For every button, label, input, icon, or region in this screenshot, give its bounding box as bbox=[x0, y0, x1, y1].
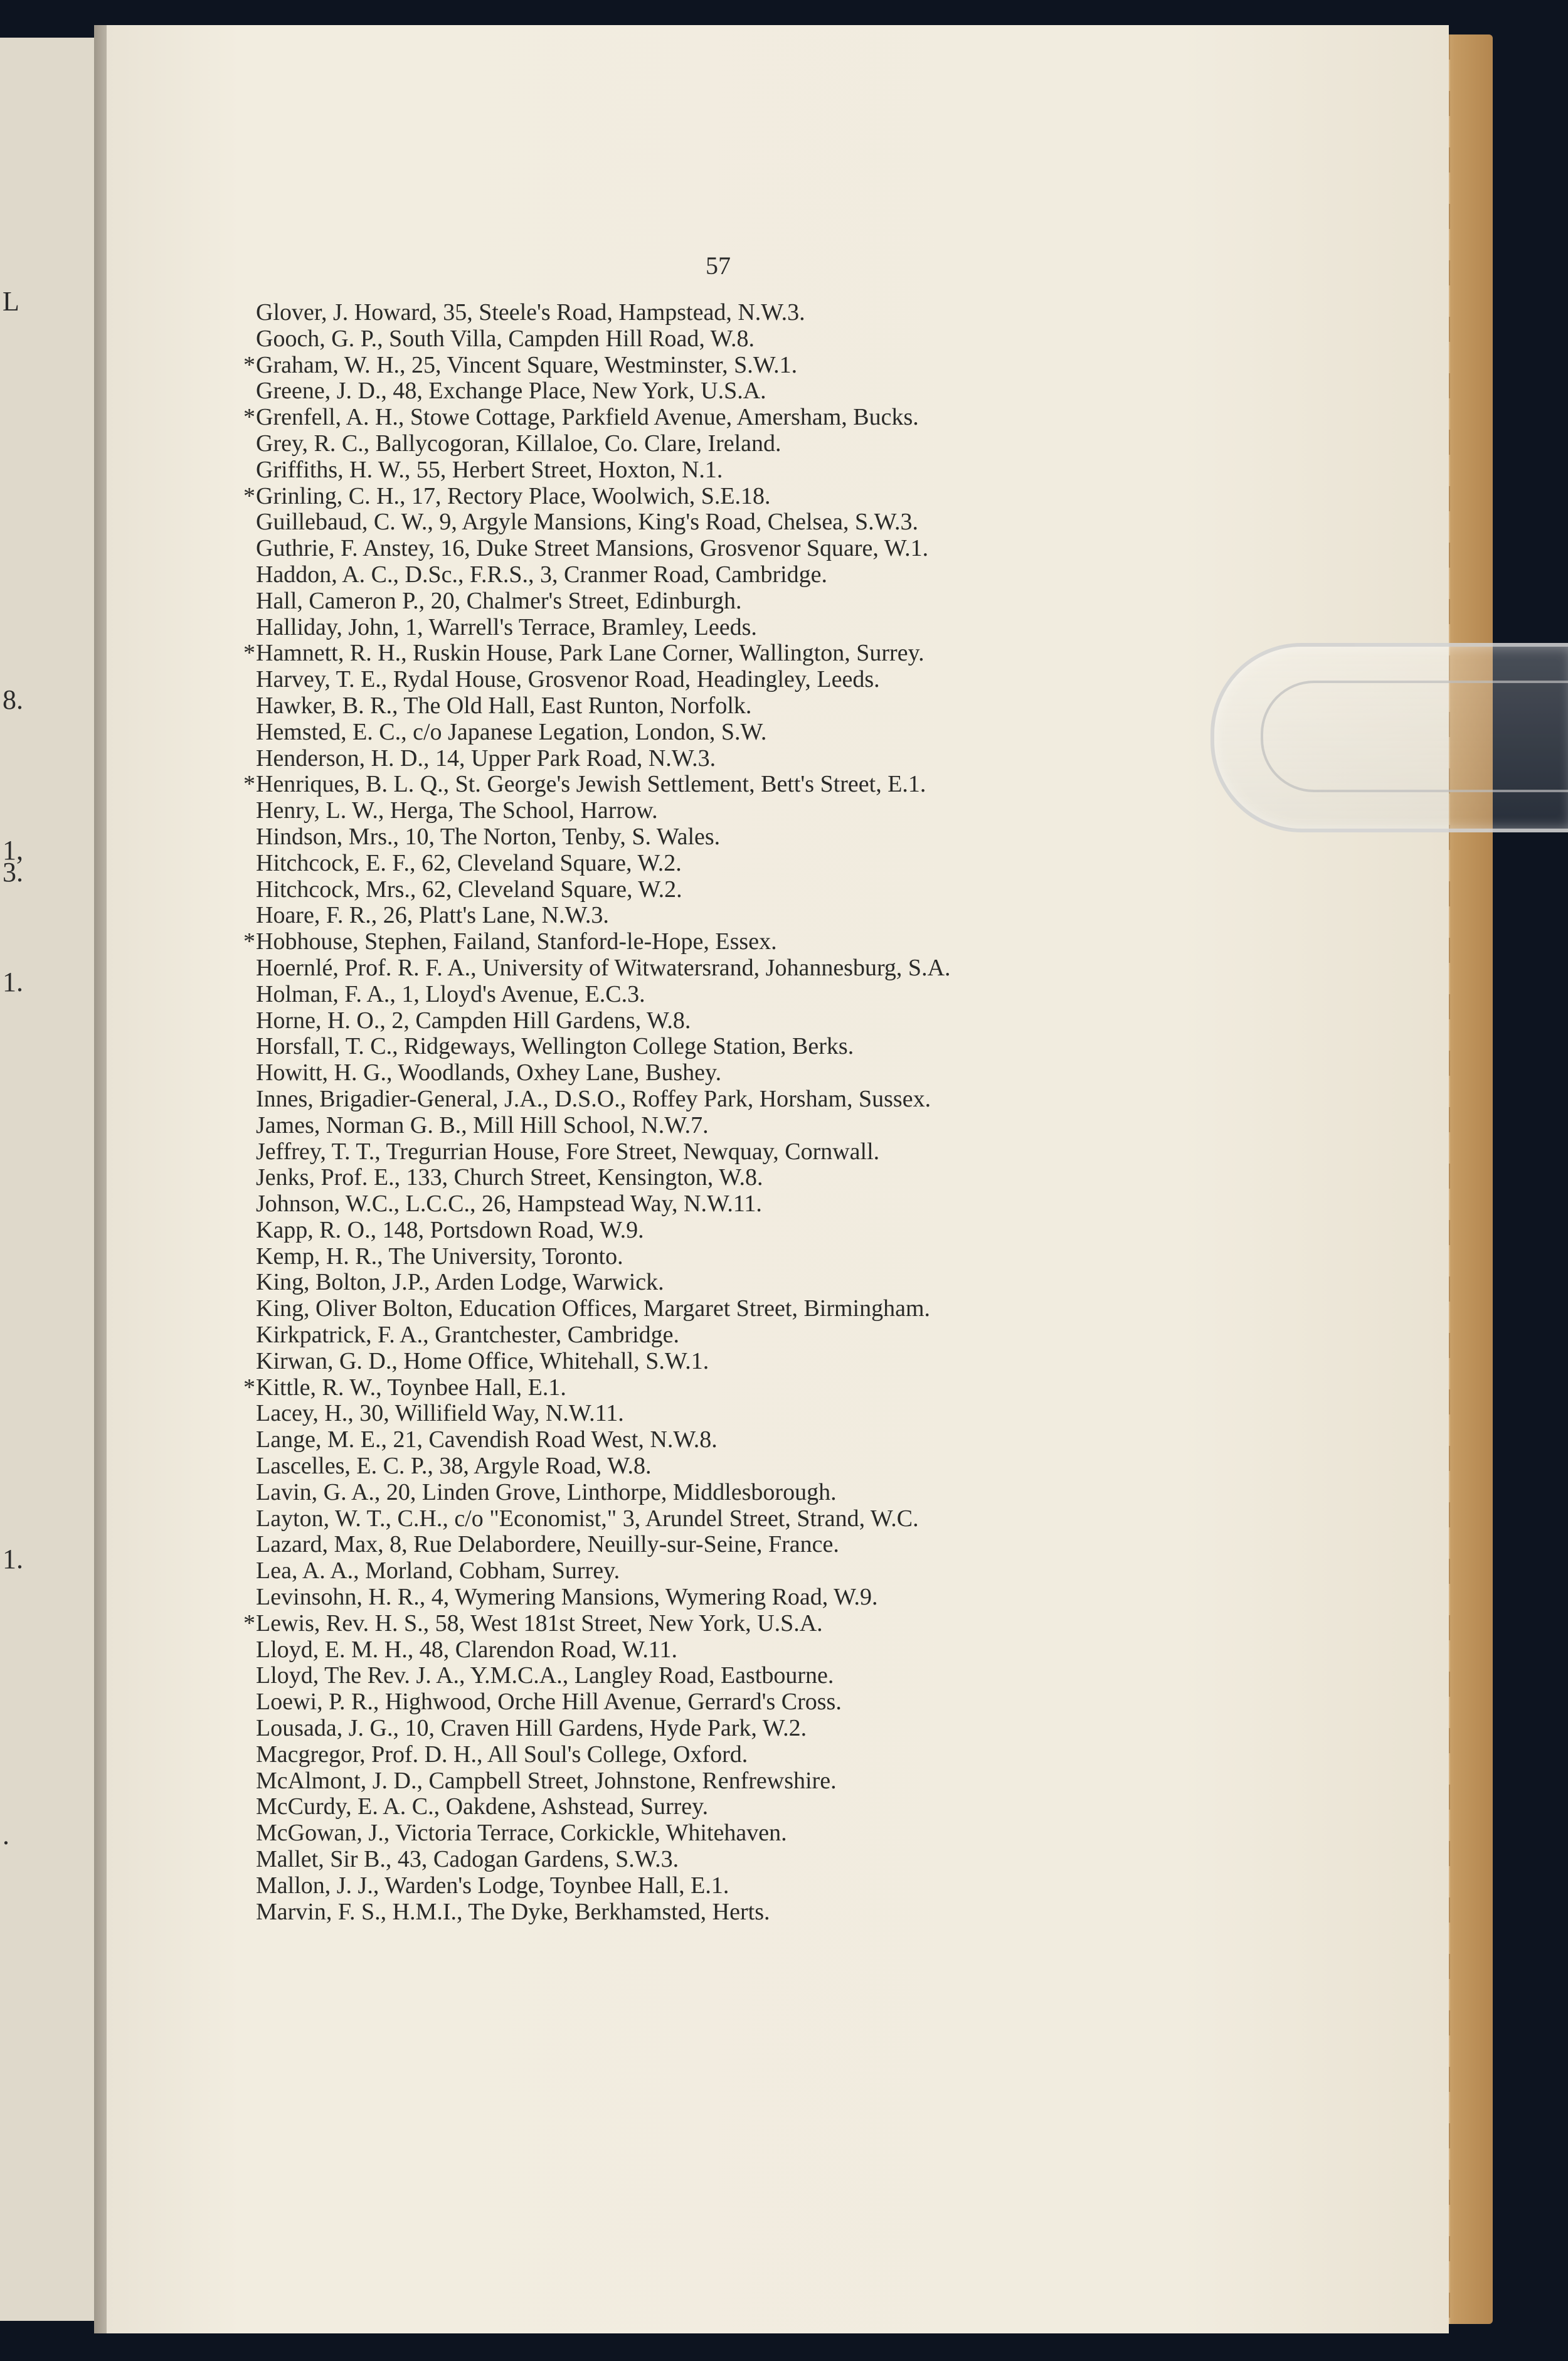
member-entry-text: Kittle, R. W., Toynbee Hall, E.1. bbox=[256, 1374, 566, 1401]
member-entry-text: Horne, H. O., 2, Campden Hill Gardens, W.8. bbox=[256, 1007, 691, 1034]
member-entry bbox=[256, 1689, 1460, 1716]
member-entry bbox=[256, 1086, 1460, 1113]
member-entry bbox=[256, 955, 1460, 982]
member-entry bbox=[256, 509, 1460, 536]
page-clip-inner bbox=[1261, 681, 1568, 792]
member-entry-text: Glover, J. Howard, 35, Steele's Road, Hampstead, N.W.3. bbox=[256, 299, 805, 326]
member-entry-text: McCurdy, E. A. C., Oakdene, Ashstead, Surrey. bbox=[256, 1793, 709, 1820]
left-page-fragment: 1, bbox=[3, 835, 23, 866]
member-entry bbox=[256, 1191, 1460, 1218]
member-entry bbox=[256, 536, 1460, 562]
member-entry bbox=[256, 615, 1460, 641]
member-entry-text: Hitchcock, Mrs., 62, Cleveland Square, W.2. bbox=[256, 876, 682, 903]
asterisk-marker: * bbox=[243, 351, 255, 378]
member-entry-text: McAlmont, J. D., Campbell Street, Johnstone, Renfrewshire. bbox=[256, 1767, 837, 1794]
member-entry bbox=[256, 1532, 1460, 1558]
member-entry-text: King, Bolton, J.P., Arden Lodge, Warwick. bbox=[256, 1269, 664, 1296]
asterisk-marker: * bbox=[243, 640, 255, 667]
member-entry-text: Loewi, P. R., Highwood, Orche Hill Avenue, Gerrard's Cross. bbox=[256, 1689, 842, 1716]
member-list bbox=[243, 299, 1460, 1925]
member-entry bbox=[256, 431, 1460, 457]
member-entry bbox=[256, 1349, 1460, 1375]
asterisk-marker: * bbox=[243, 771, 255, 798]
member-entry-text: Hall, Cameron P., 20, Chalmer's Street, Edinburgh. bbox=[256, 587, 742, 614]
member-entry-text: McGowan, J., Victoria Terrace, Corkickle, Whitehaven. bbox=[256, 1820, 787, 1847]
member-entry-text: Haddon, A. C., D.Sc., F.R.S., 3, Cranmer Road, Cambridge. bbox=[256, 561, 828, 588]
member-entry-text: Johnson, W.C., L.C.C., 26, Hampstead Way, N.W.11. bbox=[256, 1191, 762, 1218]
member-entry-text: Innes, Brigadier-General, J.A., D.S.O., Roffey Park, Horsham, Sussex. bbox=[256, 1085, 931, 1112]
asterisk-marker: * bbox=[243, 482, 255, 509]
member-entry bbox=[256, 982, 1460, 1008]
member-entry bbox=[256, 1663, 1460, 1689]
member-entry bbox=[256, 851, 1460, 877]
member-entry bbox=[256, 1899, 1460, 1926]
member-entry bbox=[243, 482, 1460, 510]
member-entry-text: Macgregor, Prof. D. H., All Soul's College, Oxford. bbox=[256, 1741, 748, 1768]
member-entry-text: Lascelles, E. C. P., 38, Argyle Road, W.8. bbox=[256, 1453, 652, 1480]
member-entry-text: Gooch, G. P., South Villa, Campden Hill Road, W.8. bbox=[256, 325, 755, 352]
left-page-fragment: 8. bbox=[3, 684, 23, 715]
member-entry bbox=[256, 1480, 1460, 1506]
member-entry-text: Lloyd, E. M. H., 48, Clarendon Road, W.11. bbox=[256, 1636, 677, 1663]
member-entry-text: Kapp, R. O., 148, Portsdown Road, W.9. bbox=[256, 1216, 644, 1243]
member-entry-text: Hemsted, E. C., c/o Japanese Legation, London, S.W. bbox=[256, 718, 767, 745]
member-entry-text: Graham, W. H., 25, Vincent Square, Westminster, S.W.1. bbox=[256, 351, 798, 378]
member-entry bbox=[256, 1716, 1460, 1742]
member-entry bbox=[256, 1427, 1460, 1453]
member-entry bbox=[256, 1847, 1460, 1873]
member-entry-text: James, Norman G. B., Mill Hill School, N.W.7. bbox=[256, 1112, 709, 1138]
asterisk-marker: * bbox=[243, 1374, 255, 1401]
member-entry bbox=[243, 1610, 1460, 1637]
member-entry-text: Lewis, Rev. H. S., 58, West 181st Street, New York, U.S.A. bbox=[256, 1610, 823, 1637]
member-entry-text: Henriques, B. L. Q., St. George's Jewish Settlement, Bett's Street, E.1. bbox=[256, 771, 926, 798]
member-entry bbox=[256, 588, 1460, 615]
member-entry bbox=[256, 1873, 1460, 1899]
member-entry-text: Henderson, H. D., 14, Upper Park Road, N.W.3. bbox=[256, 745, 716, 772]
asterisk-marker: * bbox=[243, 404, 255, 431]
member-entry-text: Greene, J. D., 48, Exchange Place, New York, U.S.A. bbox=[256, 378, 766, 405]
member-entry bbox=[256, 1401, 1460, 1427]
member-entry-text: Kirwan, G. D., Home Office, Whitehall, S.W.1. bbox=[256, 1347, 709, 1374]
member-entry bbox=[256, 1820, 1460, 1847]
member-entry-text: Harvey, T. E., Rydal House, Grosvenor Road, Headingley, Leeds. bbox=[256, 666, 880, 693]
member-entry bbox=[256, 378, 1460, 405]
member-entry bbox=[256, 1322, 1460, 1349]
member-entry-text: Hobhouse, Stephen, Failand, Stanford-le-Hope, Essex. bbox=[256, 928, 777, 955]
member-entry-text: Hoare, F. R., 26, Platt's Lane, N.W.3. bbox=[256, 902, 609, 929]
member-entry-text: Halliday, John, 1, Warrell's Terrace, Bramley, Leeds. bbox=[256, 613, 757, 640]
member-entry-text: Lange, M. E., 21, Cavendish Road West, N.W.8. bbox=[256, 1426, 718, 1453]
member-entry bbox=[256, 1060, 1460, 1086]
member-entry bbox=[256, 1506, 1460, 1532]
member-entry-text: Mallet, Sir B., 43, Cadogan Gardens, S.W.3. bbox=[256, 1846, 679, 1873]
member-entry bbox=[256, 1637, 1460, 1663]
member-entry-text: Hawker, B. R., The Old Hall, East Runton, Norfolk. bbox=[256, 692, 752, 719]
member-entry bbox=[243, 928, 1460, 955]
member-entry bbox=[256, 326, 1460, 353]
member-entry-text: Hindson, Mrs., 10, The Norton, Tenby, S. Wales. bbox=[256, 823, 721, 850]
member-entry-text: Mallon, J. J., Warden's Lodge, Toynbee Hall, E.1. bbox=[256, 1872, 729, 1899]
member-entry bbox=[256, 1139, 1460, 1165]
member-entry-text: Horsfall, T. C., Ridgeways, Wellington College Station, Berks. bbox=[256, 1033, 854, 1060]
member-entry-text: Hamnett, R. H., Ruskin House, Park Lane Corner, Wallington, Surrey. bbox=[256, 640, 924, 667]
member-entry-text: Henry, L. W., Herga, The School, Harrow. bbox=[256, 797, 658, 824]
member-entry bbox=[256, 1113, 1460, 1139]
member-entry bbox=[256, 1453, 1460, 1480]
member-entry-text: Grinling, C. H., 17, Rectory Place, Woolwich, S.E.18. bbox=[256, 482, 771, 509]
member-entry bbox=[256, 1794, 1460, 1820]
member-entry-text: Lacey, H., 30, Willifield Way, N.W.11. bbox=[256, 1400, 624, 1427]
member-entry bbox=[256, 1008, 1460, 1034]
member-entry-text: Grenfell, A. H., Stowe Cottage, Parkfield Avenue, Amersham, Bucks. bbox=[256, 404, 919, 431]
left-page-fragment: 1. bbox=[3, 1544, 23, 1574]
member-entry bbox=[256, 562, 1460, 588]
member-entry-text: Levinsohn, H. R., 4, Wymering Mansions, Wymering Road, W.9. bbox=[256, 1584, 878, 1611]
member-entry-text: Marvin, F. S., H.M.I., The Dyke, Berkhamsted, Herts. bbox=[256, 1898, 770, 1925]
member-entry bbox=[256, 903, 1460, 929]
member-entry-text: King, Oliver Bolton, Education Offices, Margaret Street, Birmingham. bbox=[256, 1295, 931, 1322]
member-entry bbox=[256, 1218, 1460, 1244]
asterisk-marker: * bbox=[243, 928, 255, 955]
member-entry-text: Lazard, Max, 8, Rue Delabordere, Neuilly-sur-Seine, France. bbox=[256, 1531, 839, 1558]
member-entry-text: Griffiths, H. W., 55, Herbert Street, Hoxton, N.1. bbox=[256, 456, 723, 483]
page-number: 57 bbox=[706, 252, 731, 280]
member-entry-text: Lousada, J. G., 10, Craven Hill Gardens, Hyde Park, W.2. bbox=[256, 1715, 807, 1742]
left-page-fragment: 1. bbox=[3, 967, 23, 997]
left-page-fragment: . bbox=[3, 1820, 9, 1850]
asterisk-marker: * bbox=[243, 1610, 255, 1637]
member-entry bbox=[256, 1742, 1460, 1768]
member-entry-text: Lloyd, The Rev. J. A., Y.M.C.A., Langley Road, Eastbourne. bbox=[256, 1662, 834, 1689]
member-entry bbox=[256, 1165, 1460, 1191]
member-entry bbox=[256, 300, 1460, 326]
member-entry-text: Lea, A. A., Morland, Cobham, Surrey. bbox=[256, 1557, 620, 1584]
member-entry-text: Hoernlé, Prof. R. F. A., University of Witwatersrand, Johannesburg, S.A. bbox=[256, 954, 951, 981]
member-entry bbox=[256, 1296, 1460, 1322]
member-entry-text: Hitchcock, E. F., 62, Cleveland Square, W.2. bbox=[256, 849, 682, 876]
member-entry-text: Holman, F. A., 1, Lloyd's Avenue, E.C.3. bbox=[256, 980, 645, 1007]
member-entry-text: Jeffrey, T. T., Tregurrian House, Fore Street, Newquay, Cornwall. bbox=[256, 1138, 880, 1165]
member-entry bbox=[256, 877, 1460, 903]
member-entry bbox=[256, 1034, 1460, 1060]
member-entry bbox=[243, 351, 1460, 379]
member-entry bbox=[256, 1270, 1460, 1296]
member-entry-text: Grey, R. C., Ballycogoran, Killaloe, Co. Clare, Ireland. bbox=[256, 430, 781, 457]
member-entry-text: Guillebaud, C. W., 9, Argyle Mansions, King's Road, Chelsea, S.W.3. bbox=[256, 509, 919, 536]
member-entry bbox=[256, 1558, 1460, 1584]
member-entry bbox=[243, 1374, 1460, 1401]
member-entry-text: Lavin, G. A., 20, Linden Grove, Linthorpe, Middlesborough. bbox=[256, 1478, 837, 1505]
left-page-fragment: L bbox=[3, 286, 19, 317]
member-entry-text: Kirkpatrick, F. A., Grantchester, Cambridge. bbox=[256, 1322, 680, 1349]
member-entry-text: Jenks, Prof. E., 133, Church Street, Kensington, W.8. bbox=[256, 1164, 763, 1191]
member-entry bbox=[256, 1584, 1460, 1611]
member-entry-text: Layton, W. T., C.H., c/o "Economist," 3, Arundel Street, Strand, W.C. bbox=[256, 1505, 919, 1532]
left-page-fragment: 3. bbox=[3, 857, 23, 888]
member-entry bbox=[256, 457, 1460, 484]
member-entry-text: Howitt, H. G., Woodlands, Oxhey Lane, Bushey. bbox=[256, 1059, 722, 1086]
member-entry bbox=[256, 1244, 1460, 1270]
member-entry bbox=[256, 1768, 1460, 1795]
member-entry-text: Kemp, H. R., The University, Toronto. bbox=[256, 1243, 623, 1270]
member-entry bbox=[243, 404, 1460, 431]
member-entry-text: Guthrie, F. Anstey, 16, Duke Street Mansions, Grosvenor Square, W.1. bbox=[256, 535, 929, 562]
